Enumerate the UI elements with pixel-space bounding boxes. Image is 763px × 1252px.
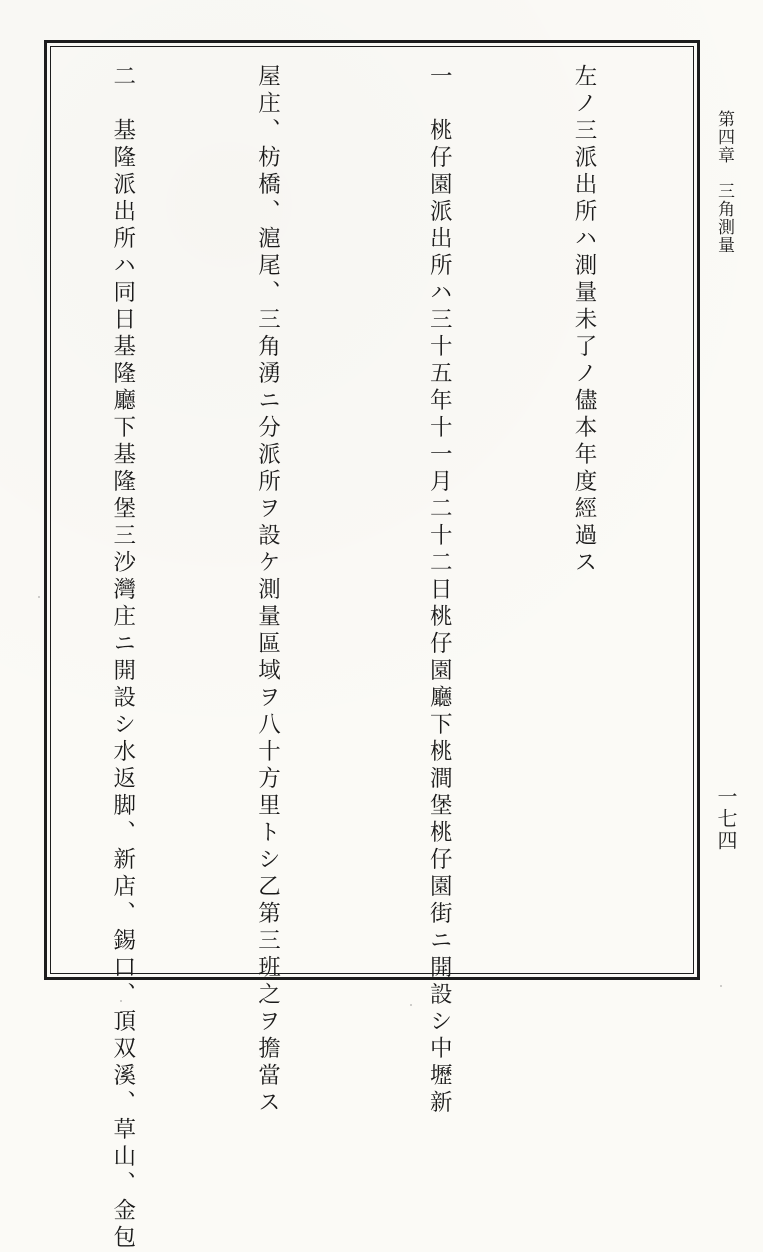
- text-line-1: 左ノ三派出所ハ測量未了ノ儘本年度經過ス: [571, 64, 597, 577]
- paper-speck: [410, 1004, 412, 1006]
- text-line-3: 屋庄、枋橋、滬尾、三角湧ニ分派所ヲ設ケ測量區域ヲ八十方里トシ乙第三班之ヲ擔當ス: [254, 64, 281, 1117]
- paper-speck: [38, 596, 40, 598]
- text-line-5: [0, 64, 23, 964]
- text-line-2: 一 桃仔園派出所ハ三十五年十一月二十二日桃仔園廳下桃澗堡桃仔園街ニ開設シ中壢新: [426, 64, 453, 1117]
- running-header: 第四章 三角測量: [714, 110, 734, 254]
- paper-speck: [720, 985, 722, 987]
- body-text: [64, 64, 684, 1252]
- page-number: 一七四: [714, 786, 738, 852]
- paper-speck: [120, 1000, 122, 1002]
- text-line-4: 二 基隆派出所ハ同日基隆廳下基隆堡三沙灣庄ニ開設シ水返脚、新店、錫口、頂双溪、草山、金包: [109, 64, 136, 1252]
